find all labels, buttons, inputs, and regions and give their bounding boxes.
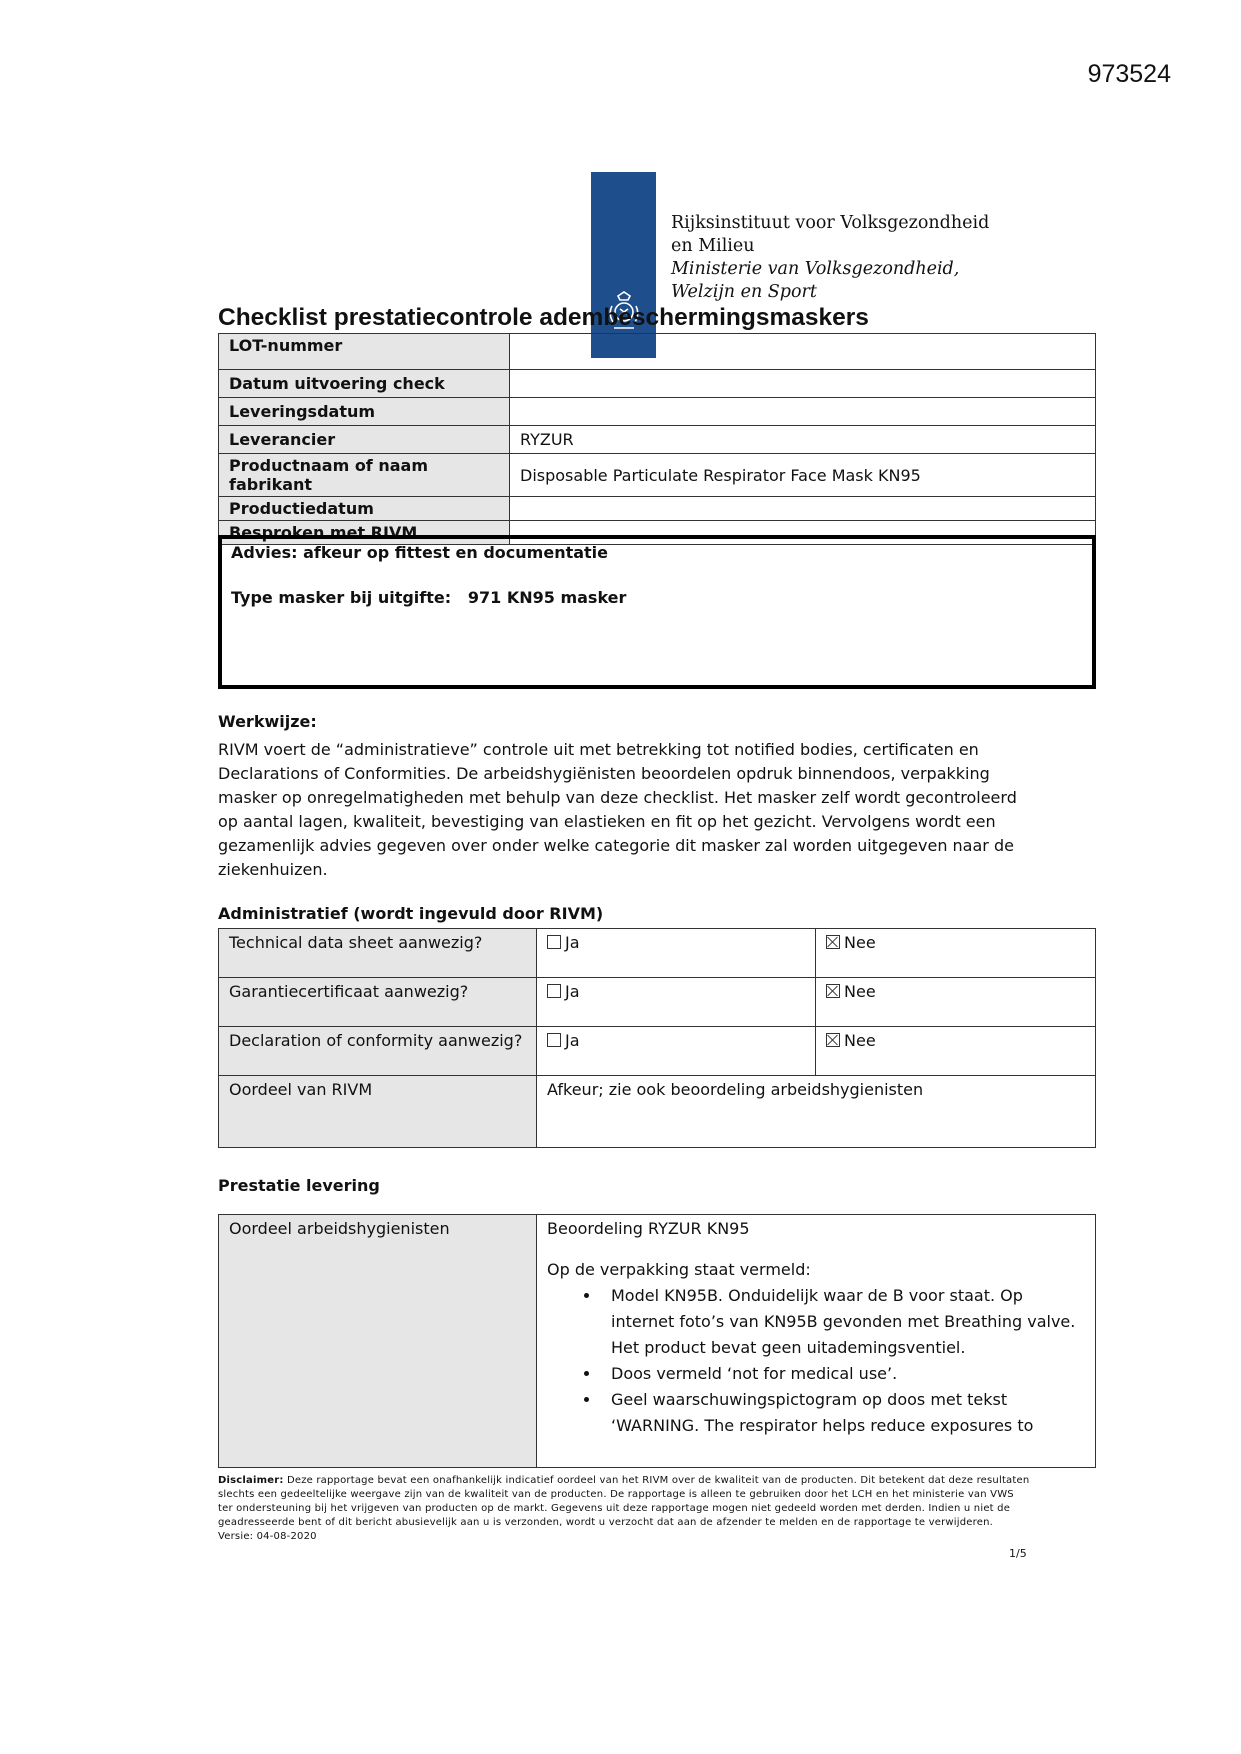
table-row (219, 334, 1096, 370)
checkbox-ja[interactable] (547, 1033, 561, 1047)
table-row (219, 454, 1096, 497)
ministry-line-2: Welzijn en Sport (671, 282, 817, 302)
row-value: Disposable Particulate Respirator Face Mask KN95 (510, 454, 1096, 497)
oordeel-value: Afkeur; zie ook beoordeling arbeidshygienisten (537, 1076, 1096, 1148)
checkbox-nee-checked[interactable] (826, 1033, 840, 1047)
table-row (219, 1027, 1096, 1076)
row-value (510, 370, 1096, 398)
administratief-table (218, 928, 1096, 1148)
werkwijze-text: RIVM voert de “administratieve” controle uit met betrekking tot notified bodies, certificaten en Declarations of Conformities. De arbeidshygiënisten beoordelen opdruk binnendoos, verpakking masker op onregelmatigheden met behulp van deze checklist. Het masker zelf wordt gecontroleerd op aantal lagen, kwaliteit, bevestiging van elastieken en fit op het gezicht. Vervolgens wordt een gezamenlijk advies gegeven over onder welke categorie dit masker zal worden uitgegeven naar de ziekenhuizen. (218, 740, 1017, 879)
table-row (219, 426, 1096, 454)
table-row (219, 497, 1096, 521)
institute-line-2: en Milieu (671, 236, 755, 256)
advies-text: Advies: afkeur op fittest en documentatie (231, 543, 609, 562)
ja-label: Ja (565, 1031, 580, 1050)
checkbox-nee-checked[interactable] (826, 984, 840, 998)
nee-label: Nee (844, 982, 876, 1001)
disclaimer (218, 1474, 1030, 1544)
ja-cell (537, 1027, 816, 1076)
row-label: Technical data sheet aanwezig? (219, 929, 537, 978)
list-item: • Geel waarschuwingspictogram op doos met tekst ‘WARNING. The respirator helps reduce exposures to (601, 1387, 1085, 1439)
advies-box (218, 535, 1096, 689)
row-label: Declaration of conformity aanwezig? (219, 1027, 537, 1076)
disclaimer-text: Deze rapportage bevat een onafhankelijk indicatief oordeel van het RIVM over de kwaliteit van de producten. Dit betekent dat deze resultaten slechts een gedeeltelijke weergave zijn van de kwaliteit van de producten. De rapportage is alleen te gebruiken door het LCH en het ministerie van VWS ter ondersteuning bij het vrijgeven van producten op de markt. Gegevens uit deze rapportage mogen niet gedeeld worden met derden. Indien u niet de geadresseerde bent of dit bericht abusievelijk aan u is verzonden, wordt u verzocht dat aan de afzender te melden en de rapportage te verwijderen. Versie: 04-08-2020 (218, 1475, 1030, 1542)
verpakking-intro: Op de verpakking staat vermeld: (547, 1260, 811, 1279)
nee-cell (816, 1027, 1096, 1076)
nee-cell (816, 929, 1096, 978)
row-label: Besproken met RIVM (219, 521, 510, 545)
product-info-table (218, 333, 1096, 545)
prestatie-heading: Prestatie levering (218, 1176, 380, 1195)
row-label: Garantiecertificaat aanwezig? (219, 978, 537, 1027)
row-value (510, 497, 1096, 521)
table-row (219, 1076, 1096, 1148)
nee-label: Nee (844, 1031, 876, 1050)
row-value (510, 334, 1096, 370)
row-label: Productiedatum (219, 497, 510, 521)
institute-line-1: Rijksinstituut voor Volksgezondheid (671, 213, 990, 233)
table-row (219, 370, 1096, 398)
disclaimer-label: Disclaimer: (218, 1475, 284, 1486)
list-item: • Doos vermeld ‘not for medical use’. (601, 1361, 1085, 1387)
table-row (219, 929, 1096, 978)
werkwijze-heading: Werkwijze: (218, 712, 317, 731)
row-label: Productnaam of naam fabrikant (219, 454, 510, 497)
document-number: 973524 (1087, 60, 1171, 88)
table-row (219, 398, 1096, 426)
row-value (510, 398, 1096, 426)
prestatie-table (218, 1214, 1096, 1468)
mask-type-text: Type masker bij uitgifte: 971 KN95 masker (231, 588, 627, 607)
table-row (219, 1215, 1096, 1468)
row-label: Leverancier (219, 426, 510, 454)
row-label: Leveringsdatum (219, 398, 510, 426)
beoordeling-title: Beoordeling RYZUR KN95 (547, 1219, 750, 1238)
bullet-list (547, 1283, 1085, 1439)
prestatie-content (537, 1215, 1096, 1468)
institute-name (671, 212, 989, 304)
table-row (219, 978, 1096, 1027)
nee-cell (816, 978, 1096, 1027)
ja-label: Ja (565, 982, 580, 1001)
ja-label: Ja (565, 933, 580, 952)
page-number: 1/5 (1009, 1547, 1027, 1560)
list-item: • Model KN95B. Onduidelijk waar de B voor staat. Op internet foto’s van KN95B gevonden met Breathing valve. Het product bevat geen uitademingsventiel. (601, 1283, 1085, 1361)
row-label: Oordeel arbeidshygienisten (219, 1215, 537, 1468)
checkbox-ja[interactable] (547, 984, 561, 998)
row-label: Datum uitvoering check (219, 370, 510, 398)
row-value: RYZUR (510, 426, 1096, 454)
administratief-heading: Administratief (wordt ingevuld door RIVM) (218, 904, 604, 923)
ministry-line-1: Ministerie van Volksgezondheid, (671, 259, 960, 279)
row-label: Oordeel van RIVM (219, 1076, 537, 1148)
nee-label: Nee (844, 933, 876, 952)
ja-cell (537, 929, 816, 978)
checkbox-ja[interactable] (547, 935, 561, 949)
page-title: Checklist prestatiecontrole adembeschermingsmaskers (218, 304, 869, 331)
row-label: LOT-nummer (219, 334, 510, 370)
ja-cell (537, 978, 816, 1027)
checkbox-nee-checked[interactable] (826, 935, 840, 949)
